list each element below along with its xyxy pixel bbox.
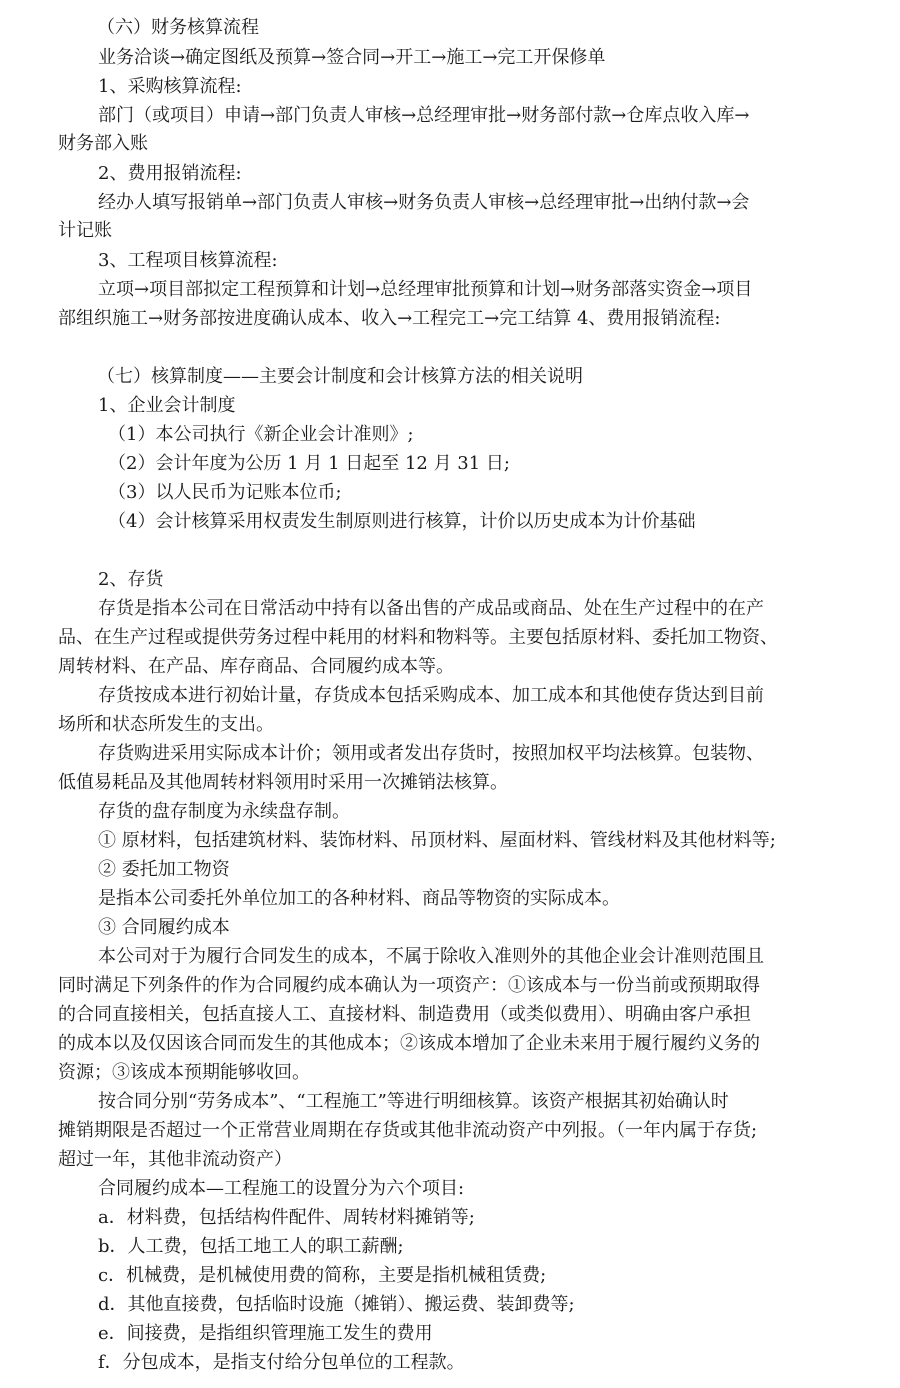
cost-item-f: f．分包成本，是指支付给分包单位的工程款。 (98, 1352, 465, 1373)
section-7-title: （七）核算制度——主要会计制度和会计核算方法的相关说明 (97, 366, 583, 387)
category-outsourced-materials: ② 委托加工物资 (98, 859, 230, 880)
overall-flow: 业务洽谈→确定图纸及预算→签合同→开工→施工→完工开保修单 (98, 47, 606, 68)
cost-item-d: d．其他直接费，包括临时设施（摊销）、搬运费、装卸费等; (98, 1294, 575, 1315)
cost-item-c: c．机械费，是机械使用费的简称，主要是指机械租赁费; (98, 1265, 547, 1286)
category-raw-materials: ① 原材料，包括建筑材料、装饰材料、吊顶材料、屋面材料、管线材料及其他材料等; (98, 830, 776, 851)
accounting-item-1: （1）本公司执行《新企业会计准则》; (108, 424, 414, 445)
expense-flow-title: 2、费用报销流程: (98, 163, 242, 184)
inventory-para-2-line-2: 场所和状态所发生的支出。 (58, 714, 274, 735)
category-outsourced-desc: 是指本公司委托外单位加工的各种材料、商品等物资的实际成本。 (98, 888, 620, 909)
inventory-title: 2、存货 (98, 569, 164, 590)
contract-cost-para-1-line-1: 本公司对于为履行合同发生的成本，不属于除收入准则外的其他企业会计准则范围且 (98, 946, 764, 967)
accounting-item-3: （3）以人民币为记账本位币; (108, 482, 342, 503)
project-flow-line-1: 立项→项目部拟定工程预算和计划→总经理审批预算和计划→财务部落实资金→项目 (98, 279, 753, 300)
contract-cost-items-intro: 合同履约成本—工程施工的设置分为六个项目: (98, 1178, 465, 1199)
procurement-flow-line-1: 部门（或项目）申请→部门负责人审核→总经理审批→财务部付款→仓库点收入库→ (98, 105, 750, 126)
project-flow-line-2: 部组织施工→财务部按进度确认成本、收入→工程完工→完工结算 4、费用报销流程: (58, 308, 721, 329)
inventory-para-4: 存货的盘存制度为永续盘存制。 (98, 801, 350, 822)
accounting-item-2: （2）会计年度为公历 1 月 1 日起至 12 月 31 日; (108, 453, 511, 474)
cost-item-a: a．材料费，包括结构件配件、周转材料摊销等; (98, 1207, 475, 1228)
inventory-para-1-line-1: 存货是指本公司在日常活动中持有以备出售的产成品或商品、处在生产过程中的在产 (98, 598, 764, 619)
accounting-item-4: （4）会计核算采用权责发生制原则进行核算，计价以历史成本为计价基础 (108, 511, 696, 532)
contract-cost-para-2-line-3: 超过一年，其他非流动资产） (58, 1149, 292, 1170)
cost-item-b: b．人工费，包括工地工人的职工薪酬; (98, 1236, 404, 1257)
procurement-flow-line-2: 财务部入账 (58, 133, 148, 154)
contract-cost-para-1-line-4: 的成本以及仅因该合同而发生的其他成本；②该成本增加了企业未来用于履行履约义务的 (58, 1033, 760, 1054)
inventory-para-1-line-3: 周转材料、在产品、库存商品、合同履约成本等。 (58, 656, 454, 677)
expense-flow-line-1: 经办人填写报销单→部门负责人审核→财务负责人审核→总经理审批→出纳付款→会 (98, 192, 750, 213)
accounting-system-title: 1、企业会计制度 (98, 395, 236, 416)
contract-cost-para-1-line-2: 同时满足下列条件的作为合同履约成本确认为一项资产：①该成本与一份当前或预期取得 (58, 975, 760, 996)
inventory-para-3-line-1: 存货购进采用实际成本计价；领用或者发出存货时，按照加权平均法核算。包装物、 (98, 743, 764, 764)
section-6-title: （六）财务核算流程 (97, 17, 259, 38)
inventory-para-2-line-1: 存货按成本进行初始计量，存货成本包括采购成本、加工成本和其他使存货达到目前 (98, 685, 764, 706)
inventory-para-1-line-2: 品、在生产过程或提供劳务过程中耗用的材料和物料等。主要包括原材料、委托加工物资、 (58, 627, 778, 648)
project-flow-title: 3、工程项目核算流程: (98, 250, 278, 271)
contract-cost-para-2-line-1: 按合同分别“劳务成本”、“工程施工”等进行明细核算。该资产根据其初始确认时 (98, 1091, 729, 1112)
contract-cost-para-1-line-3: 的合同直接相关，包括直接人工、直接材料、制造费用（或类似费用）、明确由客户承担 (58, 1004, 751, 1025)
contract-cost-para-1-line-5: 资源；③该成本预期能够收回。 (58, 1062, 310, 1083)
procurement-flow-title: 1、采购核算流程: (98, 76, 242, 97)
category-contract-cost: ③ 合同履约成本 (98, 917, 230, 938)
cost-item-e: e．间接费，是指组织管理施工发生的费用 (98, 1323, 433, 1344)
inventory-para-3-line-2: 低值易耗品及其他周转材料领用时采用一次摊销法核算。 (58, 772, 508, 793)
expense-flow-line-2: 计记账 (58, 220, 112, 241)
contract-cost-para-2-line-2: 摊销期限是否超过一个正常营业周期在存货或其他非流动资产中列报。（一年内属于存货; (58, 1120, 758, 1141)
